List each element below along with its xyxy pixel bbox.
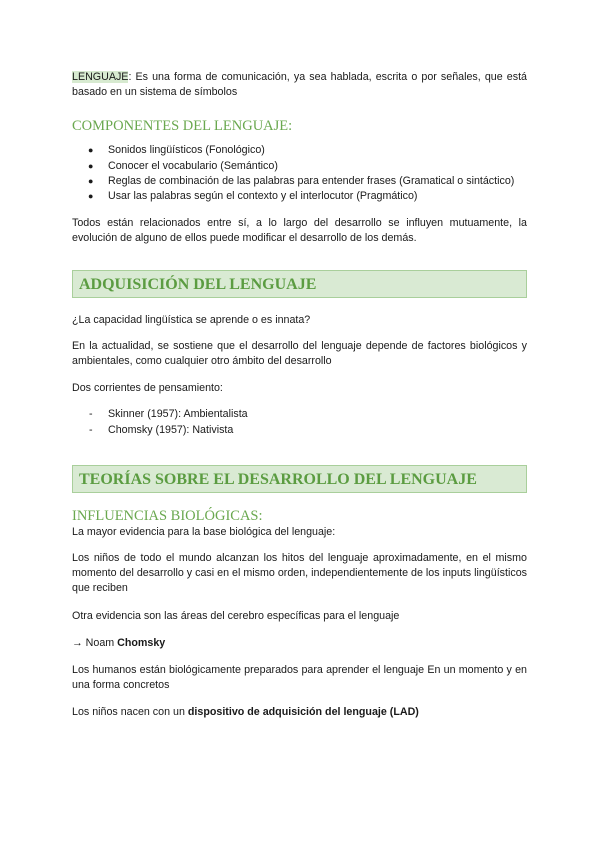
list-item: - Skinner (1957): Ambientalista bbox=[72, 407, 527, 422]
bullet-icon: ● bbox=[88, 145, 94, 156]
theories-p4: Los humanos están biológicamente preparados para aprender el lenguaje En un momento y en una forma concretos bbox=[72, 664, 527, 692]
theories-heading: TEORÍAS SOBRE EL DESARROLLO DEL LENGUAJE bbox=[72, 465, 527, 493]
currents-label: Dos corrientes de pensamiento: bbox=[72, 382, 223, 395]
dash-icon: - bbox=[89, 423, 93, 436]
list-item: ● Sonidos lingüísticos (Fonológico) bbox=[72, 143, 527, 158]
chomsky-name: Chomsky bbox=[117, 636, 166, 649]
acquisition-question: ¿La capacidad lingüística se aprende o es innata? bbox=[72, 313, 311, 326]
bullet-icon: ● bbox=[88, 191, 94, 202]
theories-p5: Los niños nacen con un dispositivo de adquisición del lenguaje (LAD) bbox=[72, 706, 419, 719]
theories-p2: Los niños de todo el mundo alcanzan los hitos del lenguaje aproximadamente, en el mismo momento del desarrollo y casi en el mismo orden, independientemente de los inputs lingüísticos que reciben bbox=[72, 552, 527, 595]
list-item: - Chomsky (1957): Nativista bbox=[72, 423, 527, 438]
acquisition-paragraph: En la actualidad, se sostiene que el desarrollo del lenguaje depende de factores biológicos y ambientales, como cualquier otro ámbito del desarrollo bbox=[72, 339, 527, 368]
currents-list bbox=[72, 407, 527, 437]
intro-term: LENGUAJE bbox=[72, 71, 129, 83]
document-page bbox=[72, 70, 527, 721]
components-heading: COMPONENTES DEL LENGUAJE: bbox=[72, 118, 293, 135]
theories-p3: Otra evidencia son las áreas del cerebro específicas para el lenguaje bbox=[72, 609, 400, 622]
bullet-icon: ● bbox=[88, 175, 94, 186]
list-item: ● Usar las palabras según el contexto y el interlocutor (Pragmático) bbox=[72, 189, 527, 204]
acquisition-heading: ADQUISICIÓN DEL LENGUAJE bbox=[72, 270, 527, 298]
bullet-icon: ● bbox=[88, 160, 94, 171]
intro-paragraph bbox=[72, 70, 527, 100]
intro-definition: : Es una forma de comunicación, ya sea hablada, escrita o por señales, que está basado en un sistema de símbolos bbox=[72, 71, 527, 99]
chomsky-line: → Noam Chomsky bbox=[72, 636, 166, 649]
list-item: ● Reglas de combinación de las palabras para entender frases (Gramatical o sintáctico) bbox=[72, 174, 527, 189]
biological-subheading: INFLUENCIAS BIOLÓGICAS: bbox=[72, 507, 263, 524]
lad-term: dispositivo de adquisición del lenguaje (LAD) bbox=[187, 706, 419, 719]
components-summary: Todos están relacionados entre sí, a lo largo del desarrollo se influyen mutuamente, la evolución de alguno de ellos puede modificar el desarrollo de los demás. bbox=[72, 217, 527, 245]
components-list bbox=[72, 143, 527, 204]
dash-icon: - bbox=[89, 408, 93, 421]
theories-p1: La mayor evidencia para la base biológica del lenguaje: bbox=[72, 525, 336, 538]
list-item: ● Conocer el vocabulario (Semántico) bbox=[72, 159, 527, 174]
